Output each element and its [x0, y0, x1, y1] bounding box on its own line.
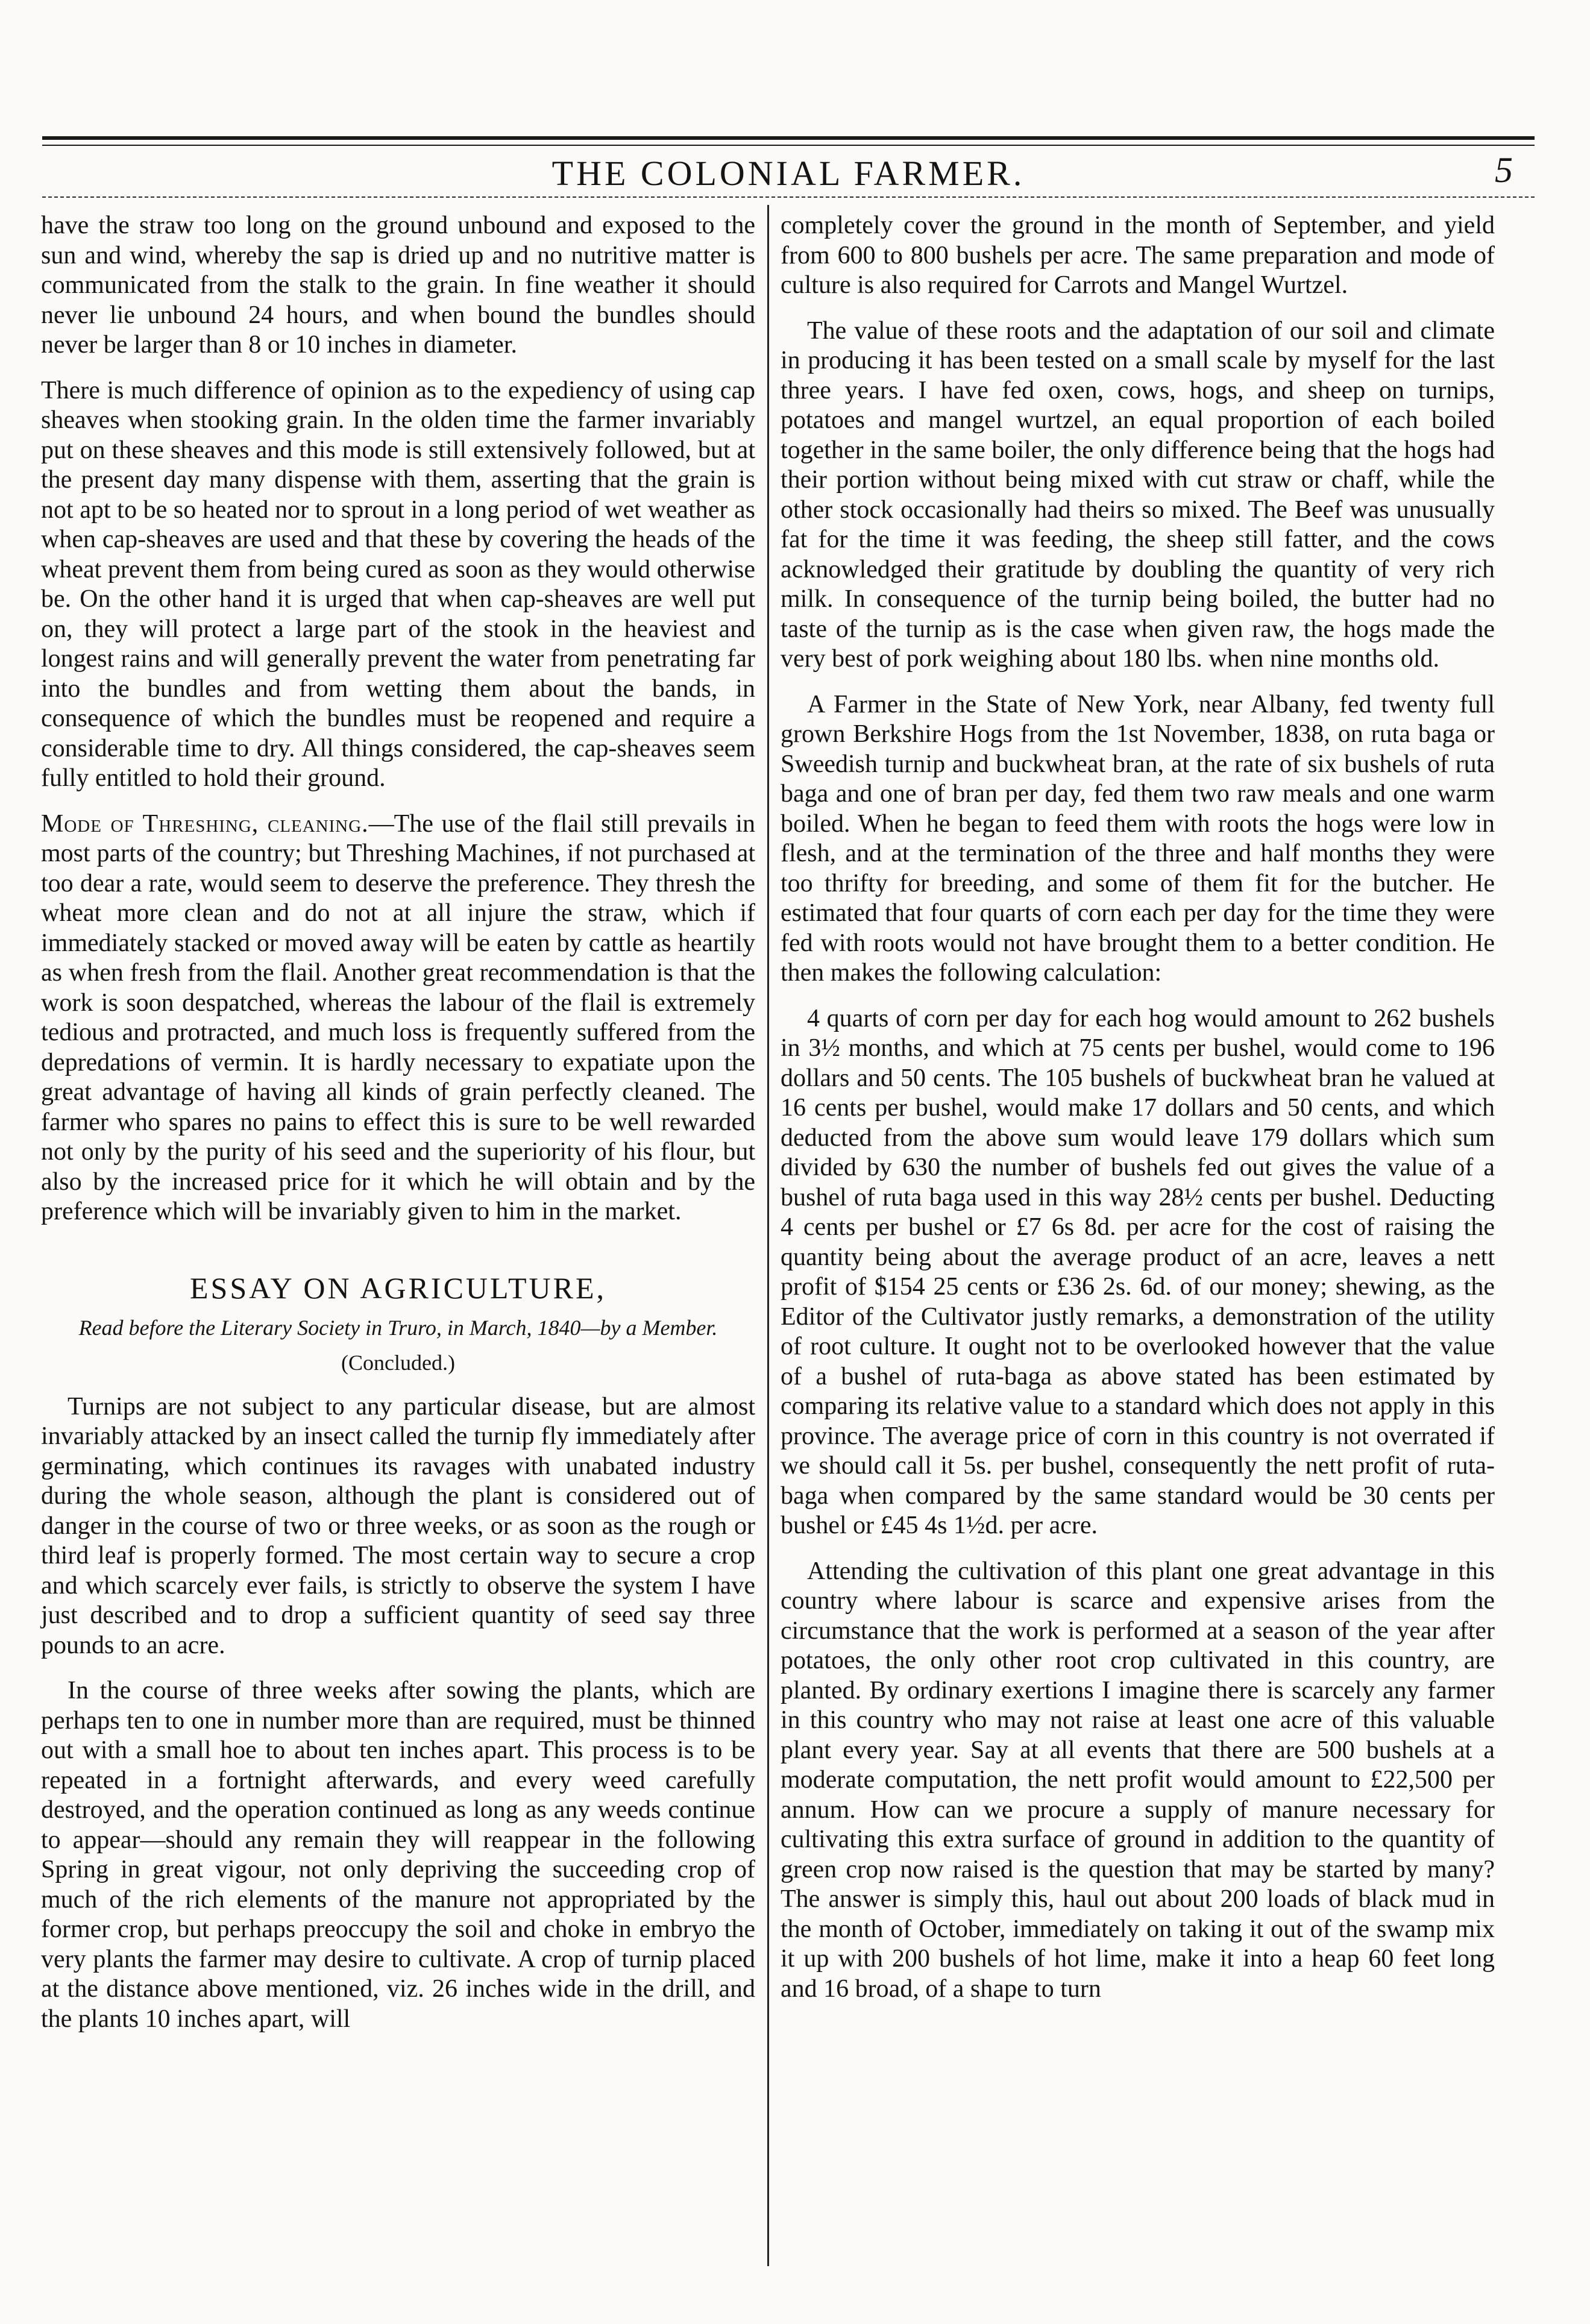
essay-subtitle: Read before the Literary Society in Truro, in March, 1840—by a Member.	[78, 1315, 718, 1340]
left-paragraph-3	[41, 809, 755, 1227]
header-rule	[42, 196, 1535, 198]
left-column	[41, 211, 755, 2050]
column-divider	[767, 205, 769, 2266]
right-paragraph-1: completely cover the ground in the month of September, and yield from 600 to 800 bushels per acre. The same preparation and mode of culture is also required for Carrots and Mangel Wurtzel.	[781, 212, 1495, 299]
essay-concluded: (Concluded.)	[341, 1350, 455, 1375]
left-paragraph-2: There is much difference of opinion as to the expediency of using cap sheaves when stooking grain. In the olden time the farmer invariably put on these sheaves and this mode is still extensively followed, but at the present day many dispense with them, asserting that the grain is not apt to be so heated nor to sprout in a long period of wet weather as when cap-sheaves are used and that these by covering the heads of the wheat prevent them from being cured as soon as they would otherwise be. On the other hand it is urged that when cap-sheaves are well put on, they will protect a large part of the stook in the heaviest and longest rains and will generally prevent the water from penetrating far into the bundles and from wetting them about the bands, in consequence of which the bundles must be reopened and require a considerable time to dry. All things considered, the cap-sheaves seem fully entitled to hold their ground.	[41, 376, 755, 792]
left-paragraph-3-body: —The use of the flail still prevails in most parts of the country; but Threshing Machines, if not purchased at too dear a rate, would seem to deserve the preference. They thresh the wheat more clean and do not at all injure the straw, which if immediately stacked or moved away will be eaten by cattle as heartily as when fresh from the flail. Another great recommendation is that the work is soon despatched, whereas the labour of the flail is extremely tedious and protracted, and much loss is frequently suffered from the depredations of vermin. It is hardly necessary to expatiate upon the great advantage of having all kinds of grain perfectly cleaned. The farmer who spares no pains to effect this is sure to be well rewarded not only by the purity of his seed and the superiority of his flour, but also by the increased price for it which he will obtain and by the preference which will be invariably given to him in the market.	[41, 809, 755, 1225]
section-lead: Mode of Threshing, cleaning.	[41, 809, 369, 838]
essay-title: ESSAY ON AGRICULTURE,	[189, 1270, 607, 1305]
right-paragraph-5: Attending the cultivation of this plant one great advantage in this country where labour is scarce and expensive arises from the circumstance that the work is performed at a season of the year after potatoes, the only other root crop cultivated in this country, are planted. By ordinary exertions I imagine there is scarcely any farmer in this country who may not raise at least one acre of this valuable plant every year. Say at all events that there are 500 bushels at a moderate computation, the nett profit would amount to £22,500 per annum. How can we procure a supply of manure necessary for cultivating this extra surface of ground in addition to the quantity of green crop now raised is the question that may be started by many? The answer is simply this, haul out about 200 loads of black mud in the month of October, immediately on taking it out of the swamp mix it up with 200 bushels of hot lime, make it into a heap 60 feet long and 16 broad, of a shape to turn	[781, 1557, 1495, 2003]
essay-heading	[41, 1270, 755, 1375]
masthead	[42, 149, 1535, 192]
right-paragraph-2: The value of these roots and the adaptation of our soil and climate in producing it has been tested on a small scale by myself for the last three years. I have fed oxen, cows, hogs, and sheep on turnips, potatoes and mangel wurtzel, an equal proportion of each boiled together in the same boiler, the only difference being that the hogs had their portion without being mixed with cut straw or chaff, while the other stock occasionally had theirs so mixed. The Beef was unusually fat for the time it was feeding, the sheep still fatter, and the cows acknowledged their gratitude by doubling the quantity of very rich milk. In consequence of the turnip being boiled, the butter had no taste of the turnip as is the case when given raw, the hogs made the very best of pork weighing about 180 lbs. when nine months old.	[781, 316, 1495, 673]
right-column	[781, 211, 1495, 2020]
page-number: 5	[1495, 150, 1513, 190]
masthead-title: THE COLONIAL FARMER.	[551, 154, 1025, 193]
left-paragraph-1: have the straw too long on the ground unbound and exposed to the sun and wind, whereby the sap is dried up and no nutritive matter is communicated from the stalk to the grain. In fine weather it should never lie unbound 24 hours, and when bound the bundles should never be larger than 8 or 10 inches in diameter.	[41, 212, 755, 359]
left-paragraph-5: In the course of three weeks after sowing the plants, which are perhaps ten to one in number more than are required, must be thinned out with a small hoe to about ten inches apart. This process is to be repeated in a fortnight afterwards, and every weed carefully destroyed, and the operation continued as long as any weeds continue to appear—should any remain they will reappear in the following Spring in great vigour, not only depriving the succeeding crop of much of the rich elements of the manure not appropriated by the former crop, but perhaps preoccupy the soil and choke in embryo the very plants the farmer may desire to cultivate. A crop of turnip placed at the distance above mentioned, viz. 26 inches wide in the drill, and the plants 10 inches apart, will	[41, 1677, 755, 2033]
right-paragraph-3: A Farmer in the State of New York, near Albany, fed twenty full grown Berkshire Hogs from the 1st November, 1838, on ruta baga or Sweedish turnip and buckwheat bran, at the rate of six bushels of ruta baga and one of bran per day, fed them two raw meals and one warm boiled. When he began to feed them with roots the hogs were low in flesh, and at the termination of the three and half months they were too thrifty for breeding, and some of them fit for the butcher. He estimated that four quarts of corn each per day for the time they were fed with roots would not have brought them to a better condition. He then makes the following calculation:	[781, 690, 1495, 987]
top-double-rule	[42, 136, 1535, 146]
left-paragraph-4: Turnips are not subject to any particular disease, but are almost invariably attacked by an insect called the turnip fly immediately after germinating, which continues its ravages with unabated industry during the whole season, although the plant is considered out of danger in the course of two or three weeks, or as soon as the rough or third leaf is properly formed. The most certain way to secure a crop and which scarcely ever fails, is strictly to observe the system I have just described and to drop a sufficient quantity of seed say three pounds to an acre.	[41, 1392, 755, 1659]
right-paragraph-4: 4 quarts of corn per day for each hog would amount to 262 bushels in 3½ months, and which at 75 cents per bushel, would come to 196 dollars and 50 cents. The 105 bushels of buckwheat bran he valued at 16 cents per bushel, would make 17 dollars and 50 cents, and which deducted from the above sum would leave 179 dollars which sum divided by 630 the number of bushels fed out gives the value of a bushel of ruta baga used in this way 28½ cents per bushel. Deducting 4 cents per bushel or £7 6s 8d. per acre for the cost of raising the quantity being about the average product of an acre, leaves a nett profit of $154 25 cents or £36 2s. 6d. of our money; shewing, as the Editor of the Cultivator justly remarks, a demonstration of the utility of root culture. It ought not to be overlooked however that the value of a bushel of ruta-baga as above stated has been estimated by comparing its relative value to a standard which does not apply in this province. The average price of corn in this country is not overrated if we should call it 5s. per bushel, consequently the nett profit of ruta-baga when compared by the same standard would be 30 cents per bushel or £45 4s 1½d. per acre.	[781, 1004, 1495, 1539]
